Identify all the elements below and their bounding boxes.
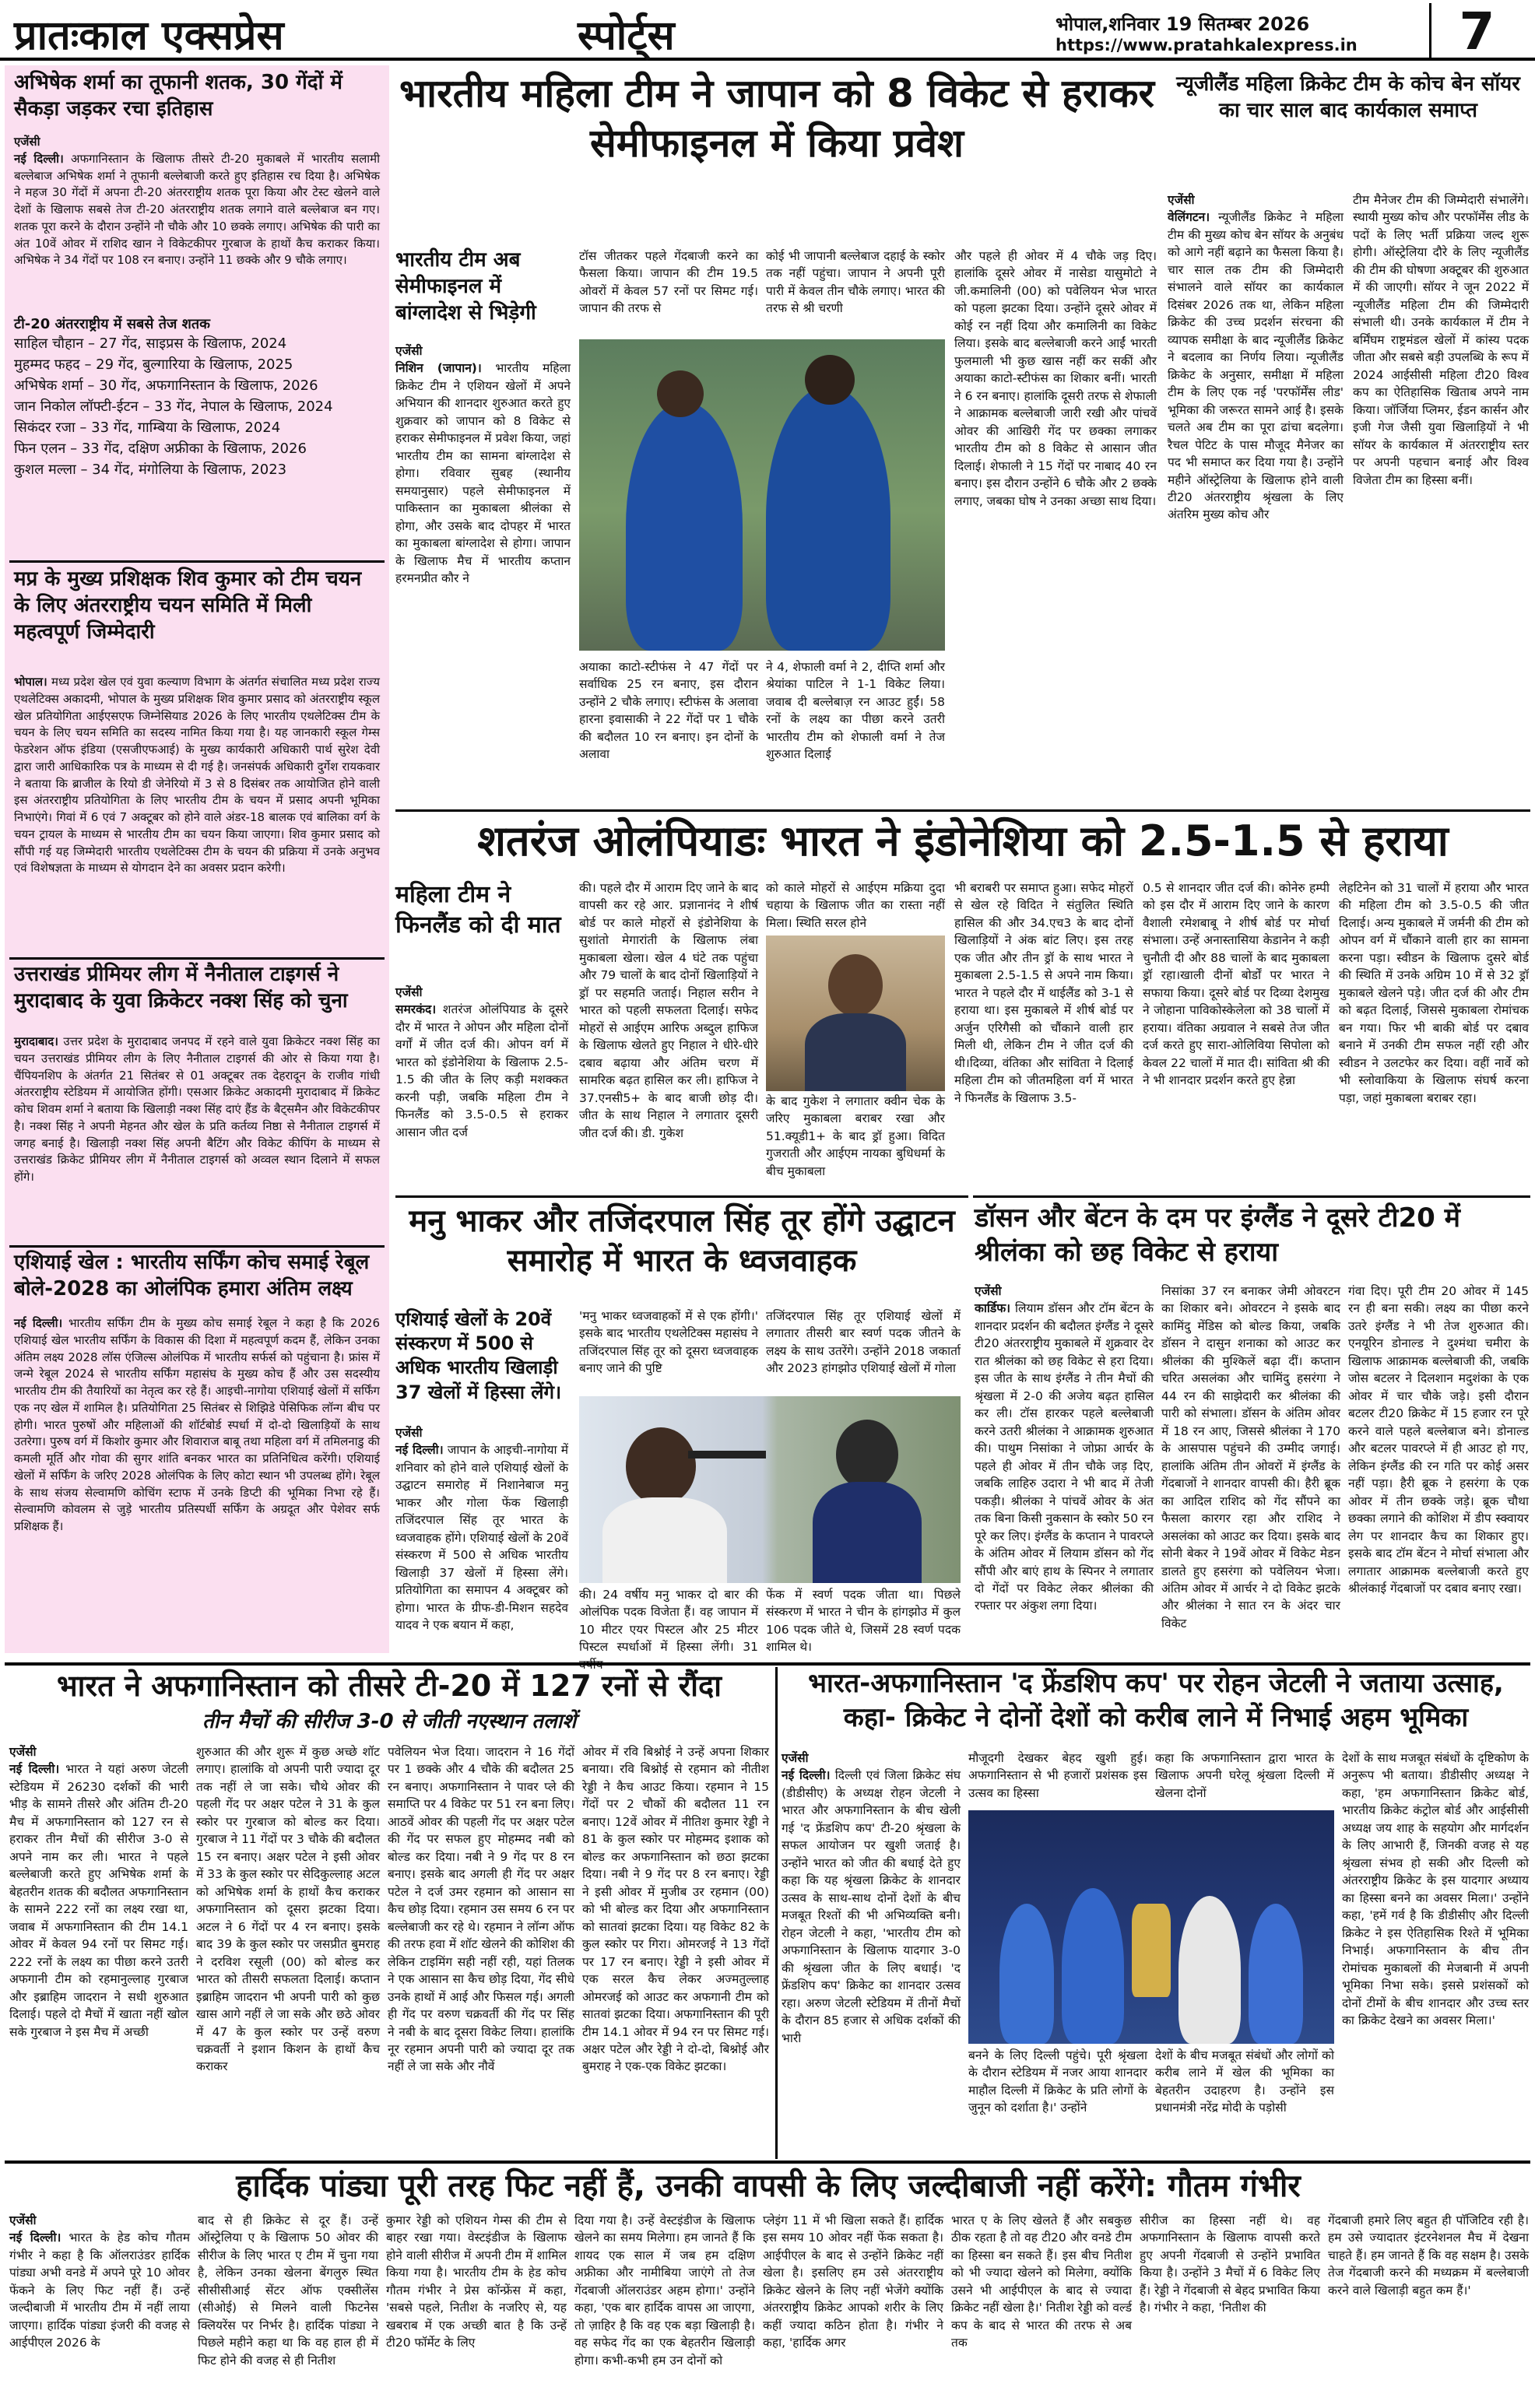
story-column: कहा कि अफगानिस्तान द्वारा भारत के खिलाफ अपनी घरेलू श्रृंखला दिल्ली में खेलना दोनों (1155, 1751, 1334, 1800)
player-figure (1249, 1904, 1303, 2044)
website-link[interactable]: https://www.pratahkalexpress.in (1056, 36, 1358, 54)
divider (9, 957, 385, 960)
agency-label: एजेंसी (9, 2213, 37, 2227)
trophy-icon (1132, 1904, 1171, 1997)
dateline: समरकंद। (395, 1002, 437, 1017)
story-column: शुरुआत की और शुरू में कुछ अच्छे शॉट लगाए। हालांकि वो अपनी पारी ज्यादा दूर तक नहीं ले जा सके। चौथे ओवर की पहली गेंद पर अक्षर पटेल ने 31 के कुल स्कोर पर गुरबाज को बोल्ड कर दिया। गुरबाज ने 11 गेंदों पर 3 चौके की बदौलत 15 रन बनाए। अक्षर पटेल ने इसी ओवर में 33 के कुल स्कोर पर सेदिकुल्लाह अटल को अभिषेक शर्मा के हाथों कैच कराकर अफगानिस्तान को दूसरा झटका दिया। अटल ने 6 गेंदों पर 4 रन बनाए। इसके बाद 39 के कुल स्कोर पर जसप्रीत बुमराह ने दरविश रसूली (00) को बोल्ड कर भारत को तीसरी सफलता दिलाई। कप्तान इब्राहिम जादरान भी अपनी पारी को कुछ खास आगे नहीं ले जा सके और छठे ओवर में 47 के कुल स्कोर पर उन्हें वरुण चक्रवर्ती ने इशान किशन के हाथों कैच कराकर (196, 1745, 380, 2074)
fastest-century-list (14, 314, 380, 563)
story-text: न्यूजीलैंड क्रिकेट ने महिला टीम की मुख्य कोच बेन सॉयर के अनुबंध को आगे नहीं बढ़ाने का फैसला किया है। चार साल तक टीम की जिम्मेदारी संभालने वाले सॉयर का कार्यकाल दिसंबर 2026 तक था, लेकिन महिला क्रिकेट की उच्च प्रदर्शन संरचना की व्यापक समीक्षा के बाद न्यूजीलैंड क्रिकेट ने बदलाव का निर्णय लिया। न्यूजीलैंड क्रिकेट के अनुसार, समीक्षा में महिला टीम के लिए एक नई 'परफॉर्मेंस लीड' भूमिका की जरूरत सामने आई है। इसके चलते अब टीम का पूरा ढांचा बदलेगा। रैचल पेटिट के पास मौजूद मैनेजर का पद भी समाप्त कर दिया गया है। उन्होंने महीने ऑस्ट्रेलिया के खिलाफ होने वाली टी20 अंतरराष्ट्रीय श्रृंखला के लिए अंतरिम मुख्य कोच और (1168, 210, 1344, 522)
story-column: 0.5 से शानदार जीत दर्ज की। कोनेरु हम्पी को इस दौर में आराम दिए जाने के कारण वैशाली रमेशबाबू ने शीर्ष बोर्ड पर मोर्चा संभाला। उन्हें अनास्तासिया केडानेन ने कड़ी चुनौती दी और 88 चालों के बाद मुकाबला ड्रॉ रहा।खाली दीनों बोर्डों पर भारत ने सफाया किया। दूसरे बोर्ड पर दिव्या देशमुख ने जोहाना पाविकोस्केलेला को 38 चालों में हराया। वंतिका अग्रवाल ने सबसे तेज जीत दर्ज करते हुए सारा-ओलिविया सिपोला को केवल 22 चालों में मात दी। सांविता श्री की ने भी शानदार प्रदर्शन करते हुए हेन्ना (1143, 881, 1330, 1088)
story-column: बनने के लिए दिल्ली पहुंचे। पूरी श्रृंखला के दौरान स्टेडियम में नजर आया शानदार माहौल दिल्ली में क्रिकेट के प्रति लोगों के जुनून को दर्शाता है।' उन्होंने (968, 2048, 1147, 2115)
chess-kicker: महिला टीम ने फिनलैंड को दी मात (395, 881, 561, 939)
story-column: कुमार रेड्डी को एशियन गेम्स की टीम से बाहर रखा गया। वेस्टइंडीज के खिलाफ होने वाली सीरीज में अपनी टीम में शामिल किया गया है। भारतीय टीम के हेड कोच गौतम गंभीर ने प्रेस कॉन्फ्रेंस में कहा, 'सबसे पहले, नितीश के नजरिए से, यह खबराब में एक अच्छी बात है कि उन्हें टी20 फॉर्मेट के लिए (386, 2213, 567, 2350)
friendship-headline[interactable]: भारत-अफगानिस्तान 'द फ्रेंडशिप कप' पर रोहन जेटली ने जताया उत्साह, कहा- क्रिकेट ने दोनों देशों को करीब लाने में निभाई अहम भूमिका (808, 1668, 1504, 1733)
agency-label: एजेंसी (395, 1426, 423, 1440)
agency-label: एजेंसी (395, 985, 423, 999)
story-column: गेंदबाजी हमारे लिए बहुत ही पाॅजिटिव रही है। हम उसे ज्यादातर इंटरनेशनल मैच में देखना चाहते हैं। हम जानते हैं कि वह सक्षम है। उसके तेज गेंदबाजी करने की मध्यक्रम में बल्लेबाजी करने वाले खिलाड़ी बहुत कम हैं।' (1328, 2213, 1529, 2297)
pistol-icon (688, 1451, 766, 1458)
dateline: निशिन (जापान)। (395, 361, 482, 376)
manu-kicker: एशियाई खेलों के 20वें संस्करण में 500 से अधिक भारतीय खिलाड़ी 37 खेलों में हिस्सा लेंगे। (395, 1308, 562, 1403)
dateline: नई दिल्ली। (9, 2231, 61, 2245)
newspaper-brand[interactable]: प्रातःकाल एक्सप्रेस (14, 12, 284, 59)
dateline: नई दिल्ली। (395, 1443, 444, 1458)
shooter-head (626, 1427, 696, 1505)
england-headline[interactable]: डॉसन और बेंटन के दम पर इंग्लैंड ने दूसरे टी20 में श्रीलंका को छह विकेट से हराया (975, 1202, 1460, 1268)
story-column (395, 1424, 568, 1655)
story-column (1168, 191, 1344, 806)
story-column: भी बराबरी पर समाप्त हुआ। सफेद मोहरों से खेल रहे विदित ने संतुलित स्थिति हासिल की और 34.एच3 के बाद दोनों खिलाड़ियों ने अंक बांट लिए। इस तरह एक जीत और तीन ड्रॉ के साथ भारत ने मुकाबला 2.5-1.5 से अपने नाम किया। भारत ने पहले दौर में थाईलैंड को 3-1 से हराया था। इस मुकाबले में शीर्ष बोर्ड पर अर्जुन एरिगैसी को चौंकाने वाली हार मिली थी, लेकिन टीम ने जीत दर्ज की थी।दिव्या, वंतिका और सांविता ने दिलाई महिला टीम को जीतमहिला वर्ग में भारत ने फिनलैंड के खिलाफ 3.5- (954, 881, 1133, 1105)
story-column: सीरीज का हिस्सा नहीं थे। वह अफगानिस्तान के खिलाफ वापसी करते हुए अपनी गेंदबाजी से उन्होंने प्रभावित किया है। उन्होंने 3 मैचों में 6 विकेट लिए हैं। रेड्डी ने गेंदबाजी से बेहद प्रभावित किया है। गंभीर ने कहा, 'नितीश की (1140, 2213, 1320, 2315)
agency-label: एजेंसी (395, 344, 423, 358)
story-text: भारत के हेड कोच गौतम गंभीर ने कहा है कि ऑलराउंडर हार्दिक पांड्या अभी वनडे में अपने पूरे 10 ओवर फेंकने के लिए फिट नहीं हैं। उन्हें जल्दीबाजी में भारतीय टीम में नहीं लाया जाएगा। हार्दिक पांड्या इंजरी की वजह से आईपीएल 2026 के (9, 2231, 190, 2350)
story-text: लियाम डॉसन और टॉम बेंटन के शानदार प्रदर्शन की बदौलत इंग्लैंड ने दूसरे टी20 अंतरराष्ट्रीय मुकाबले में शुक्रवार देर रात श्रीलंका को छह विकेट से हरा दिया। इस जीत के साथ इंग्लैंड ने तीन मैचों की श्रृंखला में 2-0 की अजेय बढ़त हासिल कर ली। टॉस हारकर पहले बल्लेबाजी करने उतरी श्रीलंका ने आक्रामक शुरुआत की। पाथुम निसांका ने जोफ्रा आर्चर के पहले ही ओवर में तीन चौके जड़ दिए, जबकि लाहिरु उदारा ने भी बाद में तेजी पकड़ी। श्रीलंका ने पांचवें ओवर के अंत तक बिना किसी नुकसान के स्कोर 50 रन पूरे कर लिए। इंग्लैंड के कप्तान ने पावरप्ले के अंतिम ओवर में लियाम डॉसन को गेंद सौंपी और बाएं हाथ के स्पिनर ने लगातार दो गेंदों पर विकेट लेकर श्रीलंका की रफ्तार पर अंकुश लगा दिया। (975, 1301, 1154, 1613)
story-headline[interactable]: उत्तराखंड प्रीमियर लीग में नैनीताल टाइगर्स ने मुरादाबाद के युवा क्रिकेटर नक्श सिंह को चुना (14, 963, 348, 1013)
official-figure (1178, 1896, 1241, 2044)
lead-column: अयाका काटो-स्टीफंस ने 47 गेंदों पर सर्वाधिक 25 रन बनाए, इस दौरान उन्होंने 2 चौके लगाए। स्टीफंस के अलावा हारना इवासाकी ने 22 गेंदों पर 1 चौके की बदौलत 10 रन बनाए। इन दोनों के अलावा (579, 660, 758, 762)
story-column (975, 1283, 1154, 1658)
story-text: जापान के आइची-नागोया में शनिवार को होने वाले एशियाई खेलों के उद्घाटन समारोह में निशानेबाज मनु भाकर और गोला फेंक खिलाड़ी तजिंदरपाल सिंह तूर भारत के ध्वजवाहक होंगे। एशियाई खेलों के 20वें संस्करण में 500 से अधिक भारतीय खिलाड़ी 37 खेलों में हिस्सा लेंगे। प्रतियोगिता का समापन 4 अक्टूबर को होगा। भारत के ग्रीफ-डी-मिशन सहदेव यादव ने एक बयान में कहा, (395, 1443, 568, 1633)
chess-headline[interactable]: शतरंज ओलंपियाडः भारत ने इंडोनेशिया को 2.5-1.5 से हराया (477, 816, 1449, 865)
player-head (828, 954, 883, 1016)
story-column: निसांका 37 रन बनाकर जेमी ओवरटन का शिकार बने। ओवरटन ने इसके बाद कामिंदु मेंडिस को बोल्ड किया, जबकि डॉसन ने दासुन शनाका को आउट कर श्रीलंका की मुश्किलें बढ़ा दीं। कप्तान चरित असलंका और चामिंदु हसरंगा ने 44 रन की साझेदारी कर श्रीलंका की पारी को संभाला। डॉसन के अंतिम ओवर में 18 रन आए, जिससे श्रीलंका ने 170 के आसपास पहुंचने की उम्मीद जगाई। हालांकि अंतिम तीन ओवरों में इंग्लैंड के गेंदबाजों ने शानदार वापसी की। हैरी ब्रूक का आदिल राशिद को गेंद सौंपने का फैसला कारगर रहा और राशिद ने असलंका को आउट कर दिया। इसके बाद सोनी बेकर ने 19वें ओवर में विकेट मेडन डालते हुए हसरंगा को पवेलियन भेजा। अंतिम ओवर में आर्चर ने दो विकेट झटके और श्रीलंका ने सात रन के अंदर चार विकेट (1161, 1284, 1340, 1630)
story-column: के बाद गुकेश ने लगातार क्वीन चेक के जरिए मुकाबला बराबर रखा और 51.क्यूडी1+ के बाद ड्रॉ हुआ। विदित गुजराती और आईएम नायका बुधिधर्मा के बीच मुकाबला (766, 1094, 945, 1178)
player-figure (999, 1904, 1054, 2044)
story-text: भारतीय महिला क्रिकेट टीम ने एशियन खेलों में अपने अभियान की शानदार शुरुआत करते हुए शुक्रवार को जापान को 8 विकेट से हराकर सेमीफाइनल में प्रवेश किया, जहां भारतीय टीम का सामना बांग्लादेश से होगा। रविवार सुबह (स्थानीय समयानुसार) पहले सेमीफाइनल में पाकिस्तान का मुकाबला श्रीलंका से होगा, और उसके बाद दोपहर में भारत का मुकाबला बांग्लादेश से होगा। जापान के खिलाफ मैच में भारतीय कप्तान हरमनप्रीत कौर ने (395, 361, 571, 586)
dateline: कार्डिफ। (975, 1301, 1011, 1316)
story-column: दिया गया है। उन्हें वेस्टइंडीज के खिलाफ खेलने का समय मिलेगा। हम जानते हैं कि शायद एक साल में जब हम दक्षिण अफ्रीका और नामीबिया जाएंगे तो तेज गेंदबाजी ऑलराउंडर अहम होगा।' उन्होंने कहा, 'एक बार हार्दिक वापस आ जाएगा, तो ज़ाहिर है कि वह एक बड़ा खिलाड़ी है। वह सफेद गेंद का एक बेहतरीन खिलाड़ी होगा। कभी-कभी हम उन दोनों को (574, 2213, 755, 2368)
afg-headline[interactable]: भारत ने अफगानिस्तान को तीसरे टी-20 में 127 रनों से रौंदा (56, 1669, 722, 1703)
story-column: ओवर में रवि बिश्नोई ने उन्हें अपना शिकार बनाया। रवि बिश्नोई से रहमान को नीतीश रेड्डी ने कैच आउट किया। रहमान ने 15 गेंदों पर 2 चौकों की बदौलत 11 रन बनाए। 12वें ओवर में नीतिश कुमार रेड्डी ने 81 के कुल स्कोर पर मोहम्मद इशाक को बोल्ड कर अफगानिस्तान को छठा झटका दिया। नबी ने 9 गेंद पर 8 रन बनाए। रेड्डी ने इसी ओवर में मुजीब उर रहमान (00) को भी बोल्ड कर दिया और अफगानिस्तान को सातवां झटका दिया। यह विकेट 82 के कुल स्कोर पर गिरा। ओमरजई ने 13 गेंदों पर 17 रन बनाए। रेड्डी ने इसी ओवर में एक सरल कैच लेकर अज्मतुल्लाह ओमरजई को आउट कर अफगानी टीम को सातवां झटका दिया। अफगानिस्तान की पूरी टीम 14.1 ओवर में 94 रन पर सिमट गई। अक्षर पटेल और रेड्डी ने दो-दो, बिश्नोई और बुमराह ने एक-एक विकेट झटका। (582, 1745, 769, 2074)
divider (5, 2161, 1530, 2164)
list-title: टी-20 अंतरराष्ट्रीय में सबसे तेज शतक (14, 316, 210, 332)
lead-kicker: भारतीय टीम अब सेमीफाइनल में बांग्लादेश से भिड़ेगी (395, 248, 536, 325)
story-text: अफगानिस्तान के खिलाफ तीसरे टी-20 मुकाबले में भारतीय सलामी बल्लेबाज अभिषेक शर्मा ने तूफानी बल्लेबाजी करते हुए इतिहास रच दिया है। अभिषेक ने महज 30 गेंदों में अपना टी-20 अंतरराष्ट्रीय शतक पूरा किया और टेस्ट खेलने वाले देशों के खिलाफ सबसे तेज टी-20 अंतरराष्ट्रीय शतक लगाने वाले बल्लेबाज बन गए। शतक पूरा करने के दौरान उन्होंने नौ चौके और 10 छक्के लगाए। अभिषेक की पारी का अंत 10वें ओवर में राशिद खान ने विकेटकीपर गुरबाज के हाथों कैच कराकर किया। अभिषेक ने 34 गेंदों पर 108 रन बनाए। उन्होंने 11 छक्के और 9 चौके लगाए। (14, 151, 380, 268)
story-column: फेंक में स्वर्ण पदक जीता था। पिछले संस्करण में भारत ने चीन के हांगझोउ में कुल 106 पदक जीते थे, जिसमें 28 स्वर्ण पदक शामिल थे। (766, 1588, 961, 1655)
story-text: भारत ने यहां अरुण जेटली स्टेडियम में 26230 दर्शकों की भारी भीड़ के सामने तीसरे और अंतिम टी-20 मैच में अफगानिस्तान को 127 रन से हराकर तीन मैचों की सीरीज 3-0 से अपने नाम कर ली। भारत ने पहले बल्लेबाजी करते हुए अभिषेक शर्मा के बेहतरीन शतक की बदौलत अफगानिस्तान के सामने 222 रनों का लक्ष्य रखा था, जवाब में अफगानिस्तान की टीम 14.1 ओवर में केवल 94 रनों पर सिमट गई। 222 रनों के लक्ष्य का पीछा करने उतरी अफगानी टीम को रहमानुल्लाह गुरबाज और इब्राहिम जादरान ने सधी शुरुआत दिलाई। पहले दो मैचों में खाता नहीं खोल सके गुरबाज ने इस मैच में अच्छी (9, 1762, 188, 2039)
dateline: नई दिल्ली। (14, 151, 64, 166)
player-figure (1062, 1888, 1124, 2044)
story-column: बाद से ही क्रिकेट से दूर हैं। उन्हें ऑस्ट्रेलिया ए के खिलाफ 50 ओवर की सीरीज के लिए भारत ए टीम में चुना गया है, लेकिन उनका खेलना बेंगलुरु स्थित सीसीसीआई सेंटर ऑफ एक्सीलेंस (सीओई) से मिलने वाली फिटनेस क्लियरेंस पर निर्भर है। हार्दिक पांड्या ने पिछले महीने कहा था कि वह हाल ही में फिट होने की वजह से ही नितीश (198, 2213, 378, 2368)
list-item: साहिल चौहान – 27 गेंद, साइप्रस के खिलाफ, 2024 (14, 335, 287, 352)
player-figure (766, 386, 890, 651)
story-text: दिल्ली एवं जिला क्रिकेट संघ (डीडीसीए) के अध्यक्ष रोहन जेटली ने भारत और अफगानिस्तान के बीच खेली गई 'द फ्रेंडशिप कप' टी-20 श्रृंखला के सफल आयोजन पर खुशी जताई है। उन्होंने भारत को जीत की बधाई देते हुए कहा कि यह श्रृंखला क्रिकेट के शानदार उत्सव के साथ-साथ दोनों देशों के बीच मजबूत रिश्तों की भी अभिव्यक्ति बनी। रोहन जेटली ने कहा, 'भारतीय टीम को अफगानिस्तान के खिलाफ यादगार 3-0 की श्रृंखला जीत के लिए बधाई। 'द फ्रेंडशिप कप' क्रिकेट का शानदार उत्सव रहा। अरुण जेटली स्टेडियम में तीनों मैचों के दौरान 85 हजार से अधिक दर्शकों की भारी (782, 1768, 961, 2045)
player-head (657, 370, 704, 417)
shotput-head (836, 1420, 898, 1490)
lead-column: कोई भी जापानी बल्लेबाज दहाई के स्कोर तक नहीं पहुंचा। जापान ने अपनी पूरी पारी में केवल तीन चौके लगाए। भारत की तरफ से श्री चरणी (766, 249, 945, 316)
dateline: नई दिल्ली। (9, 1762, 60, 1777)
list-item: अभिषेक शर्मा – 30 गेंद, अफगानिस्तान के खिलाफ, 2026 (14, 377, 318, 394)
list-item: सिकंदर रजा – 33 गेंद, गाम्बिया के खिलाफ, 2024 (14, 419, 281, 436)
agency-label: एजेंसी (14, 135, 40, 149)
story-headline[interactable]: मप्र के मुख्य प्रशिक्षक शिव कुमार को टीम चयन के लिए अंतरराष्ट्रीय चयन समिति में मिली महत्वपूर्ण जिम्मेदारी (14, 567, 362, 644)
story-column: मौजूदगी देखकर बेहद खुशी हुई। अफगानिस्तान से भी हजारों प्रशंसक इस उत्सव का हिस्सा (968, 1751, 1147, 1800)
story-body (14, 674, 380, 954)
divider (5, 1662, 1530, 1666)
story-column (782, 1750, 961, 2156)
dateline: नई दिल्ली। (782, 1768, 831, 1783)
story-column: देशों के बीच मजबूत संबंधों और लोगों को करीब लाने में खेल की भूमिका का बेहतरीन उदाहरण है। उन्होंने इस प्रधानमंत्री नरेंद्र मोदी के पड़ोसी (1155, 2048, 1334, 2115)
story-body (14, 1315, 380, 1650)
story-column: लेहटिनेन को 31 चालों में हराया और भारत की महिला टीम को 3.5-0.5 की जीत दिलाई। अन्य मुकाबले में जर्मनी की टीम को ओपन वर्ग में चौंकाने वाली हार का सामना करना पड़ा। स्वीडन के खिलाफ दुसरे बोर्ड की स्थिति में उनके अग्रिम 10 में से 32 ड्रॉ मुकाबले खेलने पड़े। जीत दर्ज की और टीम को बढ़त दिलाई, जिससे मुकाबला रोमांचक बन गया। फिर भी बाकी बोर्ड पर दबाव बनाने में उनकी टीम सफल नहीं रही और स्वीडन ने उलटफेर कर दिया। वहीं नार्वे को भी स्लोवाकिया के खिलाफ संघर्ष करना पड़ा, जहां मुकाबला बराबर रहा। (1339, 881, 1529, 1105)
trophy-photo (968, 1810, 1334, 2044)
story-column (9, 1743, 188, 2156)
lead-photo (579, 339, 945, 651)
lead-headline[interactable]: भारतीय महिला टीम ने जापान को 8 विकेट से हराकर सेमीफाइनल में किया प्रवेश (399, 71, 1154, 166)
divider (973, 1195, 1530, 1198)
story-headline[interactable]: न्यूजीलैंड महिला क्रिकेट टीम के कोच बेन सॉयर का चार साल बाद कार्यकाल समाप्त (1176, 72, 1520, 122)
divider (395, 809, 1530, 812)
lead-column: ने 4, शेफाली वर्मा ने 2, दीप्ति शर्मा और श्रेयांका पाटिल ने 1-1 विकेट लिया। जवाब दी बल्लेबाज़ रन आउट हुईं। 58 रनों के लक्ष्य का पीछा करने उतरी भारतीय टीम को शेफाली वर्मा ने तेज शुरुआत दिलाई (766, 660, 945, 762)
lead-column (395, 342, 571, 802)
player-head (805, 355, 855, 405)
player-figure (805, 1013, 906, 1091)
story-column (9, 2212, 190, 2405)
dateline: वेलिंगटन। (1168, 210, 1210, 225)
list-item: मुहम्मद फहद – 29 गेंद, बुल्गारिया के खिलाफ, 2025 (14, 356, 293, 373)
divider (395, 1195, 968, 1198)
manu-headline[interactable]: मनु भाकर और तजिंदरपाल सिंह तूर होंगे उद्घाटन समारोह में भारत के ध्वजवाहक (409, 1203, 955, 1279)
list-item: फिन एलन – 33 गेंद, दक्षिण अफ्रीका के खिलाफ, 2026 (14, 441, 307, 457)
agency-label: एजेंसी (782, 1751, 809, 1765)
section-title: स्पोर्ट्स (578, 12, 675, 59)
lead-column: टॉस जीतकर पहले गेंदबाजी करने का फैसला किया। जापान की टीम 19.5 ओवरों में केवल 57 रनों पर सिमट गई। जापान की तरफ से (579, 249, 758, 316)
column-rule (775, 1667, 778, 2159)
story-column: की। 24 वर्षीय मनु भाकर दो बार की ओलंपिक पदक विजेता हैं। वह जापान में 10 मीटर एयर पिस्टल और 25 मीटर पिस्टल स्पर्धाओं में हिस्सा लेंगी। 31 (579, 1588, 758, 1655)
story-column (395, 984, 568, 1194)
story-text: उत्तर प्रदेश के मुरादाबाद जनपद में रहने वाले युवा क्रिकेटर नक्श सिंह का चयन उत्तराखंड प्रीमियर लीग के लिए नैनीताल टाइगर्स की ओर से किया गया है। चैंपियनशिप के अंतर्गत 21 सितंबर से 01 अक्टूबर तक देहरादून के राजीव गांधी अंतरराष्ट्रीय स्टेडियम में आयोजित होंगी। एसआर क्रिकेट अकादमी मुरादाबाद में क्रिकेट कोच शिवम शर्मा ने बताया कि खिलाड़ी नक्श सिंह दाएं हैंड के बैट्समैन और विकेटकीपर है। नक्श सिंह ने अपनी मेहनत और खेल के प्रति कर्तव्य निष्ठा से नैनीताल टाइगर्स में जगह बनाई है। खिलाड़ी नक्श सिंह अपनी बैटिंग और विकेट कीपिंग के माध्यम से उत्तराखंड क्रिकेट प्रीमियर लीग में नैनीताल टाइगर्स को अव्वल स्थान दिलाने में सफल होंगे। (14, 1034, 380, 1184)
afg-kicker: तीन मैचों की सीरीज 3-0 से जीती नएस्थान तलाशें (202, 1710, 577, 1733)
story-column: 'मनु भाकर ध्वजवाहकों में से एक होंगी।' इसके बाद भारतीय एथलेटिक्स महासंघ ने तजिंदरपाल सिंह तूर को दूसरा ध्वजवाहक बनाए जाने की पुष्टि (579, 1309, 758, 1376)
story-column: तजिंदरपाल सिंह तूर एशियाई खेलों में लगातार तीसरी बार स्वर्ण पदक जीतने के लक्ष्य के साथ उतरेंगे। उन्होंने 2018 जकार्ता और 2023 हांगझोउ एशियाई खेलों में गोला (766, 1309, 961, 1376)
story-column: देशों के साथ मजबूत संबंधों के दृष्टिकोण के अनुरूप भी बताया। डीडीसीए अध्यक्ष ने कहा, 'हम अफगानिस्तान क्रिकेट बोर्ड, भारतीय क्रिकेट कंट्रोल बोर्ड और आईसीसी अध्यक्ष जय शाह के सहयोग और मार्गदर्शन के लिए आभारी हैं, जिनकी वजह से यह श्रृंखला संभव हो सकी और दिल्ली को अंतरराष्ट्रीय क्रिकेट के इस यादगार अध्याय का हिस्सा बनने का अवसर मिला।' उन्होंने कहा, 'हमें गर्व है कि डीडीसीए और दिल्ली क्रिकेट ने इस ऐतिहासिक रिश्ते में भूमिका निभाई। अफगानिस्तान के बीच तीन रोमांचक मुकाबलों की मेजबानी में अपनी भूमिका निभा सके। इससे प्रशंसकों को दोनों टीमों के बीच शानदार और उच्च स्तर का क्रिकेट देखने का अवसर मिला।' (1342, 1751, 1529, 2028)
story-body (14, 1034, 380, 1244)
dateline: मुरादाबाद। (14, 1034, 58, 1048)
story-column: की। पहले दौर में आराम दिए जाने के बाद वापसी कर रहे आर. प्रज्ञानानंद ने शीर्ष बोर्ड पर काले मोहरों से इंडोनेशिया के सुशांतो मेगारांती के खिलाफ लंबा मुकाबला खेला। खेल 4 घंटे तक पहुंचा और 79 चालों के बाद दोनों खिलाड़ियों ने ड्रॉ पर सहमति जताई। निहाल सरीन ने भारत को पहली सफलता दिलाई। सफेद मोहरों से आईएम आरिफ अब्दुल हाफिज के खिलाफ खेलते हुए निहाल ने धीरे-धीरे दबाव बढ़ाया और अंतिम चरण में सामरिक बढ़त हासिल कर ली। हाफिज ने 37.एनसी5+ के बाद बाजी छोड़ दी। जीत के साथ निहाल ने लगातार दूसरी जीत दर्ज की। डी. गुकेश (579, 881, 759, 1140)
dateline: नई दिल्ली। (14, 1316, 63, 1330)
list-item: कुशल मल्ला – 34 गेंद, मंगोलिया के खिलाफ, 2023 (14, 462, 287, 478)
lead-column: और पहले ही ओवर में 4 चौके जड़ दिए। हालांकि दूसरे ओवर में नासेडा यासुमोटो ने जी.कमालिनी (00) को पवेलियन भेज भारत को पहला झटका दिया। उन्होंने दूसरे ओवर में कोई रन नहीं दिया और कमालिनी का विकेट लिया। इसके बाद बल्लेबाजी करने आईं भारती फुलमाली भी कुछ खास नहीं कर सकीं और अयाका काटो-स्टीफंस का शिकार बनीं। भारती ने 6 रन बनाए। हालांकि दूसरी तरफ से शेफाली ने आक्रामक बल्लेबाजी जारी रखी और पांचवें ओवर की आखिरी गेंद पर छक्का लगाकर भारतीय टीम को 8 विकेट से आसान जीत दिलाई। शेफाली ने 15 गेंदों पर नाबाद 40 रन बनाए। इस दौरान उन्होंने 6 चौके और 2 छक्के लगाए, जबका घोष ने उनका अच्छा साथ दिया। (954, 249, 1157, 508)
story-column: को काले मोहरों से आईएम मक्रिया दुदा चहाया के खिलाफ जीत का रास्ता नहीं मिला। स्थिति सरल होने (766, 881, 945, 930)
player-figure (626, 402, 743, 651)
story-text: मध्य प्रदेश खेल एवं युवा कल्याण विभाग के अंतर्गत संचालित मध्य प्रदेश राज्य एथलेटिक्स अकादमी, भोपाल के मुख्य प्रशिक्षक शिव कुमार प्रसाद को अंतरराष्ट्रीय स्कूल खेल प्रतियोगिता आईएसएफ जिम्नेसियाड 2026 के लिए भारतीय एथलेटिक्स टीम के चयन के लिए चयन समिति का सदस्य नामित किया गया है। यह जानकारी स्कूल गेम्स फेडरेशन ऑफ इंडिया (एसजीएफआई) के मुख्य कार्यकारी अधिकारी पार्थ सुरेश देवी द्वारा जारी आधिकारिक पत्र के माध्यम से दी गई है। जनसंपर्क अधिकारी दुर्गेश रायकवार ने बताया कि ब्राजील के रियो डी जेनेरियो में 3 से 8 दिसंबर तक आयोजित होने वाली इस अंतरराष्ट्रीय प्रतियोगिता के लिए भारतीय टीम के चयन में प्रसाद अपनी भूमिका निभाएंगे। गिवां में 6 एवं 7 अक्टूबर को होने वाले अंडर-18 बालक एवं बालिका वर्ग के चयन ट्रायल के माध्यम से भारतीय टीम का चयन किया जाएगा। शिव कुमार प्रसाद को सौंपी गई यह जिम्मेदारी भारतीय एथलेटिक्स टीम के चयन की प्रक्रिया में उनके अनुभव एवं विशेषज्ञता के माध्यम से योगदान देने का अवसर प्रदान करेगी। (14, 675, 380, 876)
agency-label: एजेंसी (9, 1745, 37, 1759)
chess-player-photo (766, 935, 945, 1091)
flagbearers-photo (579, 1396, 961, 1583)
story-column: पवेलियन भेज दिया। जादरान ने 16 गेंदों पर 1 छक्के और 4 चौके की बदौलत 25 रन बनाए। अफगानिस्तान ने पावर प्ले की समाप्ति पर 4 विकेट पर 51 रन बना लिए। आठवें ओवर की पहली गेंद पर अक्षर पटेल की गेंद पर सफल हुए मोहम्मद नबी को बोल्ड कर दिया। नबी ने 9 गेंद पर 8 रन बनाए। इसके बाद अगली ही गेंद पर अक्षर पटेल ने दर्ज उमर रहमान को आसान सा कैच छोड़ दिया। रहमान उस समय 6 रन पर बल्लेबाजी कर रहे थे। रहमान ने लॉन्ग ऑफ की तरफ हवा में शॉट खेलने की कोशिश की लेकिन टाइमिंग सही नहीं रही, यहां तिलक ने एक आसान सा कैच छोड़ दिया, गेंद सीधे उनके हाथों में आई और फिसल गई। अगली ही गेंद पर वरुण चक्रवर्ती की गेंद पर सिंह ने नबी के बाद दूसरा विकेट लिया। हालांकि नूर रहमान अपनी पारी को ज्यादा दूर तक नहीं ले जा सके और नौवें (388, 1745, 574, 2074)
divider (9, 560, 385, 563)
story-text: शतरंज ओलंपियाड के दूसरे दौर में भारत ने ओपन और महिला दोनों वर्गों में जीत दर्ज की। ओपन वर्ग में भारत को इंडोनेशिया के खिलाफ 2.5-1.5 की जीत के लिए कड़ी मशक्कत करनी पड़ी, जबकि महिला टीम ने फिनलैंड को 3.5-0.5 से हराकर आसान जीत दर्ज (395, 1002, 568, 1139)
dateline: भोपाल। (14, 675, 47, 689)
agency-label: एजेंसी (1168, 193, 1195, 207)
hardik-headline[interactable]: हार्दिक पांड्या पूरी तरह फिट नहीं हैं, उनकी वापसी के लिए जल्दीबाजी नहीं करेंगे: गौतम गंभीर (236, 2168, 1301, 2204)
list-item: जान निकोल लॉफ्टी-ईटन – 33 गेंद, नेपाल के खिलाफ, 2024 (14, 398, 333, 415)
agency-label: एजेंसी (975, 1284, 1002, 1298)
story-text: भारतीय सर्फिंग टीम के मुख्य कोच समाई रेबूल ने कहा है कि 2026 एशियाई खेल भारतीय सर्फिंग के विकास की दिशा में महत्वपूर्ण कदम हैं, लेकिन उनका अंतिम लक्ष्य 2028 लॉस एंजिल्स ओलंपिक में भारतीय सर्फर्स को पहुंचाना है। फ्रांस में जन्मे रेबूल 2024 से भारतीय सर्फिंग महासंघ के मुख्य कोच हैं और उस सदस्यीय भारतीय टीम की तैयारियों का नेतृत्व कर रहे हैं। आइची-नागोया एशियाई खेलों में सर्फिंग एक नए खेल में शामिल है। प्रतियोगिता 25 सितंबर से शिझिडे पेसिफिक लॉन्ग बीच पर होगी। भारत पुरुषों और महिलाओं की शॉर्टबोर्ड स्पर्धा में दो-दो खिलाड़ियों के साथ उतरेगा। पुरुष वर्ग में किशोर कुमार और शिवाराज बाबू तथा महिला वर्ग में तमिलनाडु की कमली मूर्ति और गोवा की सुगर शांति बनकर भारत का प्रतिनिधित्व करेंगी। एशियाई खेलों में सर्फिंग के जरिए 2028 ओलंपिक के लिए कोटा स्थान भी उपलब्ध होंगे। रेबूल के साथ संजय सेल्वामणि कोचिंग स्टाफ में उनके डिप्टी की भूमिका निभा रहे हैं। सेल्वामणि कोवलम से जुड़े भारतीय प्रतिस्पर्धी सर्फिंग के अग्रदूत और पेशेवर सर्फ प्रशिक्षक हैं। (14, 1316, 380, 1533)
story-column: भारत ए के लिए खेलते हैं और सबकुछ ठीक रहता है तो वह टी20 और वनडे टीम का हिस्सा बन सकते हैं। इस बीच नितीश को भी ज्यादा खेलने को मिलेगा, क्योंकि उसने भी आईपीएल के बाद से ज्यादा क्रिकेट नहीं खेला है।' नितीश रेड्डी को वर्ल्ड कप के बाद से भारत की तरफ से अब तक (951, 2213, 1132, 2350)
story-column: टीम मैनेजर टीम की जिम्मेदारी संभालेंगे। स्थायी मुख्य कोच और परफॉर्मेंस लीड के पदों के लिए भर्ती प्रक्रिया जल्द शुरू होगी। ऑस्ट्रेलिया दौरे के लिए न्यूजीलैंड की टीम की घोषणा अक्टूबर की शुरुआत में की जाएगी। सॉयर ने जून 2022 में न्यूजीलैंड महिला टीम की जिम्मेदारी संभाली थी। उनके कार्यकाल में टीम ने बर्मिंघम राष्ट्रमंडल खेलों में कांस्य पदक जीता और सबसे बड़ी उपलब्धि के रूप में 2024 आईसीसी महिला टी20 विश्व कप का ऐतिहासिक खिताब अपने नाम किया। जॉर्जिया प्लिमर, ईडन कार्सन और इजी गेज जैसी युवा खिलाड़ियों ने भी सॉयर के कार्यकाल में अंतरराष्ट्रीय स्तर पर अपनी पहचान बनाई और विश्व विजेता टीम का हिस्सा बनीं। (1353, 193, 1529, 487)
story-headline[interactable]: अभिषेक शर्मा का तूफानी शतक, 30 गेंदों में सैकड़ा जड़कर रचा इतिहास (14, 71, 342, 121)
story-column: प्लेइंग 11 में भी खिला सकते हैं। हार्दिक इस समय 10 ओवर नहीं फेंक सकता है। आईपीएल के बाद से उन्होंने क्रिकेट नहीं खेला है। इसलिए हम उसे अंतरराष्ट्रीय क्रिकेट खेलने के लिए नहीं भेजेंगे क्योंकि अंतरराष्ट्रीय क्रिकेट आपको शरीर के लिए कहीं ज्यादा कठिन होता है। गंभीर ने कहा, 'हार्दिक अगर (763, 2213, 943, 2350)
story-headline[interactable]: एशियाई खेल : भारतीय सर्फिंग कोच समाई रेबूल बोले-2028 का ओलंपिक हमारा अंतिम लक्ष्य (14, 1251, 370, 1301)
divider (9, 1245, 385, 1248)
issue-date: भोपाल,शनिवार 19 सितम्बर 2026 (1056, 13, 1310, 35)
shooter-figure (602, 1497, 727, 1583)
shotput-figure (813, 1482, 922, 1583)
story-column: गंवा दिए। पूरी टीम 20 ओवर में 145 रन ही बना सकी। लक्ष्य का पीछा करने उतरे इंग्लैंड ने भी तेज शुरुआत की। एनयूरिन डोनाल्ड ने दुश्मंथा चमीरा के खिलाफ आक्रामक बल्लेबाजी की, जबकि जोस बटलर ने दिलशान मदुशंका के एक ओवर में चार चौके जड़े। इसी दौरान बटलर टी20 क्रिकेट में 15 हजार रन पूरे करने वाले पहले बल्लेबाज बने। डोनाल्ड और बटलर पावरप्ले में ही आउट हो गए, लेकिन इंग्लैंड की रन गति पर कोई असर नहीं पड़ा। हैरी ब्रूक ने हसरंगा के एक ओवर में तीन छक्के जड़े। ब्रूक चौथा छक्का लगाने की कोशिश में डीप स्क्वायर लेग पर शानदार कैच का शिकार हुए। इसके बाद टॉम बेंटन ने मोर्चा संभाला और लगातार आक्रामक बल्लेबाजी करते हुए श्रीलंकाई गेंदबाजों पर दबाव बनाए रखा। (1348, 1284, 1529, 1595)
page-number: 7 (1429, 3, 1523, 61)
